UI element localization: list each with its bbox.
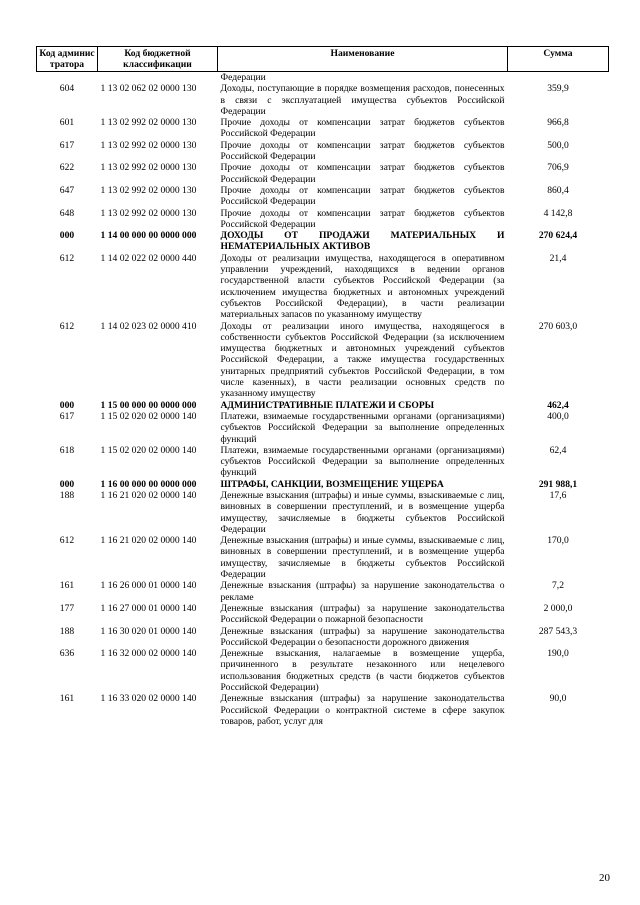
table-row bbox=[37, 411, 609, 445]
cell-admin-code: 601 bbox=[59, 117, 75, 129]
cell-budget-code: 1 14 00 000 00 0000 000 bbox=[100, 230, 197, 242]
cell-budget-code: 1 13 02 992 02 0000 130 bbox=[100, 162, 197, 174]
cell-admin-code: 647 bbox=[59, 184, 75, 196]
cell-sum: 17,6 bbox=[549, 489, 567, 501]
cell-admin-code: 177 bbox=[59, 602, 75, 614]
table-body bbox=[37, 72, 609, 728]
cell-name: Доходы от реализации имущества, находящегося в оперативном управлении учреждений, находящихся в ведении органов государственной власти субъектов Российской Федерации (за исключением имущества бюджетных и автономных учреждений субъектов Российской Федерации), в части реализации материальных запасов по указанному имуществу bbox=[220, 252, 505, 321]
cell-sum: 500,0 bbox=[547, 139, 569, 151]
cell-budget-code: 1 13 02 062 02 0000 130 bbox=[100, 83, 197, 95]
cell-admin-code: 161 bbox=[59, 580, 75, 592]
cell-budget-code: 1 16 21 020 02 0000 140 bbox=[100, 489, 197, 501]
cell-budget-code bbox=[98, 72, 218, 84]
table-row bbox=[37, 140, 609, 163]
cell-sum: 287 543,3 bbox=[538, 625, 578, 637]
cell-sum: 400,0 bbox=[547, 410, 569, 422]
cell-budget-code: 1 13 02 992 02 0000 130 bbox=[100, 139, 197, 151]
cell-admin-code: 618 bbox=[59, 444, 75, 456]
table-row bbox=[37, 253, 609, 321]
header-name: Наименование bbox=[218, 47, 508, 72]
cell-budget-code: 1 16 26 000 01 0000 140 bbox=[100, 580, 197, 592]
cell-sum bbox=[508, 72, 609, 84]
cell-budget-code: 1 16 32 000 02 0000 140 bbox=[100, 648, 197, 660]
cell-sum: 90,0 bbox=[549, 693, 567, 705]
cell-name: Прочие доходы от компенсации затрат бюджетов субъектов Российской Федерации bbox=[220, 207, 505, 230]
cell-name: Денежные взыскания (штрафы) и иные суммы, взыскиваемые с лиц, виновных в совершении преступлений, и в возмещение ущерба имуществу, зачисляемые в бюджеты субъектов Российской Федерации bbox=[220, 535, 505, 581]
cell-name: Прочие доходы от компенсации затрат бюджетов субъектов Российской Федерации bbox=[220, 117, 505, 140]
cell-sum: 966,8 bbox=[547, 117, 569, 129]
cell-name: АДМИНИСТРАТИВНЫЕ ПЛАТЕЖИ И СБОРЫ bbox=[220, 399, 435, 411]
cell-name: Денежные взыскания (штрафы) за нарушение законодательства Российской Федерации о контрактной системе в сфере закупок товаров, работ, услуг для bbox=[220, 693, 505, 727]
cell-budget-code: 1 16 21 020 02 0000 140 bbox=[100, 535, 197, 547]
cell-admin-code bbox=[37, 72, 98, 84]
cell-admin-code: 188 bbox=[59, 489, 75, 501]
cell-name: ШТРАФЫ, САНКЦИИ, ВОЗМЕЩЕНИЕ УЩЕРБА bbox=[220, 478, 444, 490]
cell-sum: 170,0 bbox=[547, 535, 569, 547]
cell-sum: 270 624,4 bbox=[538, 230, 578, 242]
cell-admin-code: 612 bbox=[59, 320, 75, 332]
header-budget-code: Код бюджетной классификации bbox=[98, 47, 218, 72]
table-row bbox=[37, 648, 609, 693]
cell-budget-code: 1 15 00 000 00 0000 000 bbox=[100, 399, 197, 411]
cell-admin-code: 648 bbox=[59, 207, 75, 219]
table-row-section bbox=[37, 230, 609, 253]
cell-sum: 2 000,0 bbox=[543, 602, 573, 614]
cell-admin-code: 617 bbox=[59, 139, 75, 151]
cell-budget-code: 1 13 02 992 02 0000 130 bbox=[100, 117, 197, 129]
cell-sum: 270 603,0 bbox=[538, 320, 578, 332]
table-row bbox=[37, 72, 609, 84]
cell-admin-code: 000 bbox=[59, 399, 75, 411]
cell-admin-code: 000 bbox=[59, 230, 75, 242]
table-row bbox=[37, 321, 609, 400]
table-row bbox=[37, 535, 609, 580]
cell-admin-code: 161 bbox=[59, 693, 75, 705]
page-number: 20 bbox=[599, 872, 610, 884]
cell-sum: 860,4 bbox=[547, 184, 569, 196]
table-row bbox=[37, 580, 609, 603]
cell-budget-code: 1 16 30 020 01 0000 140 bbox=[100, 625, 197, 637]
cell-sum: 359,9 bbox=[547, 83, 569, 95]
table-row bbox=[37, 162, 609, 185]
table-row bbox=[37, 83, 609, 117]
cell-sum: 190,0 bbox=[547, 648, 569, 660]
cell-budget-code: 1 16 33 020 02 0000 140 bbox=[100, 693, 197, 705]
table-row bbox=[37, 208, 609, 231]
budget-revenue-table bbox=[36, 46, 609, 727]
cell-admin-code: 188 bbox=[59, 625, 75, 637]
cell-budget-code: 1 13 02 992 02 0000 130 bbox=[100, 207, 197, 219]
table-row bbox=[37, 693, 609, 727]
table-row bbox=[37, 603, 609, 626]
cell-name: Денежные взыскания, налагаемые в возмещение ущерба, причиненного в результате незаконного или нецелевого использования бюджетных средств (в части бюджетов субъектов Российской Федерации) bbox=[220, 648, 505, 694]
cell-sum: 62,4 bbox=[549, 444, 567, 456]
cell-budget-code: 1 13 02 992 02 0000 130 bbox=[100, 184, 197, 196]
cell-admin-code: 636 bbox=[59, 648, 75, 660]
table-row bbox=[37, 445, 609, 479]
cell-name: Денежные взыскания (штрафы) за нарушение законодательства о рекламе bbox=[220, 580, 505, 603]
cell-name: Прочие доходы от компенсации затрат бюджетов субъектов Российской Федерации bbox=[220, 139, 505, 163]
cell-admin-code: 604 bbox=[59, 83, 75, 95]
cell-admin-code: 000 bbox=[59, 478, 75, 490]
cell-name: Платежи, взимаемые государственными органами (организациями) субъектов Российской Федерации за выполнение определенных функций bbox=[220, 444, 505, 479]
table-row bbox=[37, 185, 609, 208]
cell-sum: 7,2 bbox=[552, 580, 564, 592]
cell-budget-code: 1 14 02 023 02 0000 410 bbox=[100, 320, 197, 332]
cell-admin-code: 612 bbox=[59, 535, 75, 547]
cell-name: ДОХОДЫ ОТ ПРОДАЖИ МАТЕРИАЛЬНЫХ И НЕМАТЕРИАЛЬНЫХ АКТИВОВ bbox=[220, 230, 505, 253]
cell-name: Федерации bbox=[220, 72, 266, 83]
table-row-section bbox=[37, 400, 609, 411]
cell-name: Платежи, взимаемые государственными органами (организациями) субъектов Российской Федерации за выполнение определенных функций bbox=[220, 410, 505, 445]
cell-sum: 706,9 bbox=[547, 162, 569, 174]
cell-name: Денежные взыскания (штрафы) за нарушение законодательства Российской Федерации о безопасности дорожного движения bbox=[220, 625, 505, 648]
cell-budget-code: 1 15 02 020 02 0000 140 bbox=[100, 444, 197, 456]
cell-name: Денежные взыскания (штрафы) за нарушение законодательства Российской Федерации о пожарной безопасности bbox=[220, 602, 505, 626]
cell-budget-code: 1 16 27 000 01 0000 140 bbox=[100, 602, 197, 614]
cell-sum: 4 142,8 bbox=[543, 207, 573, 219]
table-row bbox=[37, 117, 609, 140]
cell-budget-code: 1 14 02 022 02 0000 440 bbox=[100, 252, 197, 264]
cell-budget-code: 1 15 02 020 02 0000 140 bbox=[100, 410, 197, 422]
table-row bbox=[37, 626, 609, 649]
table-header bbox=[37, 47, 609, 72]
cell-budget-code: 1 16 00 000 00 0000 000 bbox=[100, 478, 197, 490]
cell-sum: 21,4 bbox=[549, 252, 567, 264]
cell-name: Доходы от реализации иного имущества, находящегося в собственности субъектов Российской Федерации (за исключением имущества бюджетных и автономных учреждений субъектов Российской Федерации, а также имущества государственных унитарных предприятий субъектов Российской Федерации, в том числе казенных), в части реализации основных средств по указанному имуществу bbox=[220, 320, 505, 400]
cell-name: Доходы, поступающие в порядке возмещения расходов, понесенных в связи с эксплуатацией имущества субъектов Российской Федерации bbox=[220, 83, 505, 117]
cell-admin-code: 612 bbox=[59, 252, 75, 264]
cell-name: Денежные взыскания (штрафы) и иные суммы, взыскиваемые с лиц, виновных в совершении преступлений, и в возмещение ущерба имуществу, зачисляемые в бюджеты субъектов Российской Федерации bbox=[220, 489, 505, 535]
cell-sum: 291 988,1 bbox=[538, 478, 578, 490]
cell-admin-code: 622 bbox=[59, 162, 75, 174]
header-sum: Сумма bbox=[508, 47, 609, 72]
cell-name: Прочие доходы от компенсации затрат бюджетов субъектов Российской Федерации bbox=[220, 184, 505, 208]
table-row bbox=[37, 490, 609, 535]
cell-name: Прочие доходы от компенсации затрат бюджетов субъектов Российской Федерации bbox=[220, 162, 505, 185]
table-row-section bbox=[37, 479, 609, 490]
header-admin-code: Код админис тратора bbox=[37, 47, 98, 72]
cell-sum: 462,4 bbox=[547, 399, 569, 411]
cell-admin-code: 617 bbox=[59, 410, 75, 422]
